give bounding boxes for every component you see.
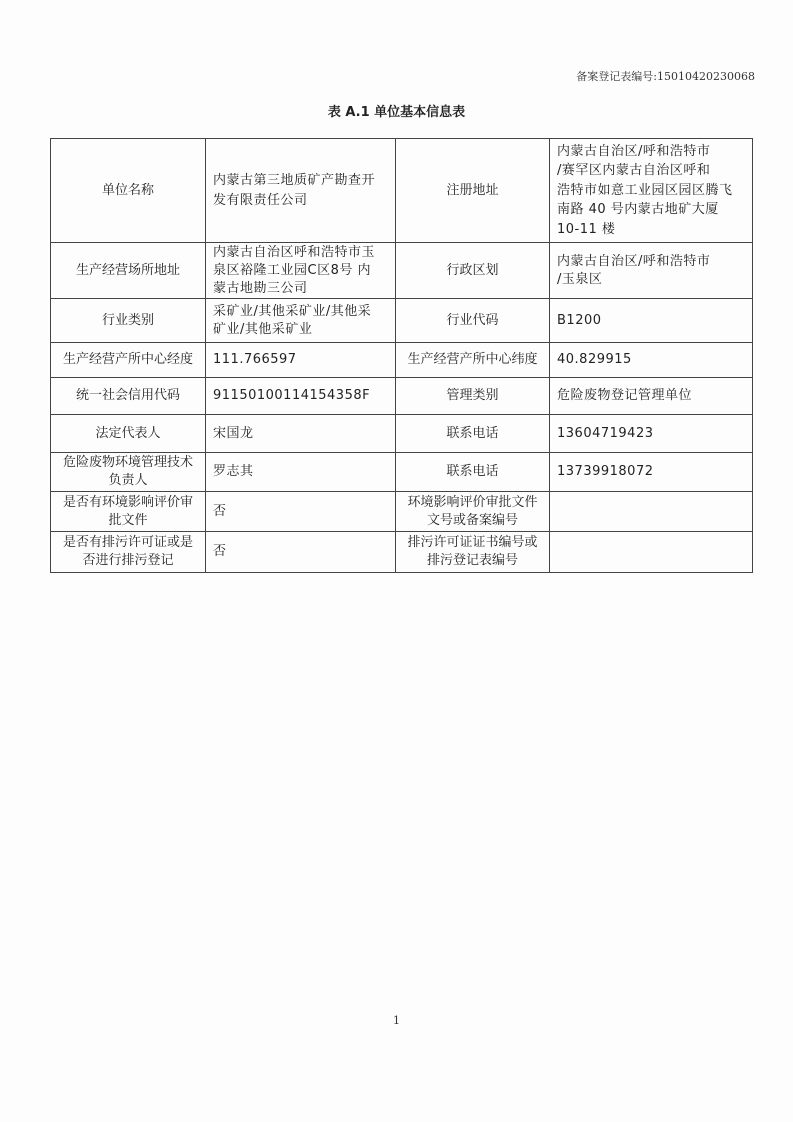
table-row-coordinates [51,343,753,378]
value-line: 内蒙古自治区/呼和浩特市 [557,143,711,159]
label-unit-name [51,139,206,243]
label-eia-approval [51,492,206,532]
label-line: 注册地址 [446,182,499,198]
value-line: 罗志其 [213,464,254,479]
label-industry-category [51,299,206,343]
value-line: 13604719423 [557,425,654,441]
label-line: 生产经营产所中心纬度 [407,352,538,367]
filing-number-value: 15010420230068 [657,70,755,83]
label-registered-address [396,139,550,243]
filing-label: 备案登记表编号: [576,70,658,83]
value-contact-phone-2 [550,453,753,492]
value-line: 宋国龙 [213,425,254,441]
value-industry-category [206,299,396,343]
value-line: 10-11 楼 [557,221,616,237]
value-line: /赛罕区内蒙古自治区呼和 [557,163,711,179]
label-eia-approval-number [396,492,550,532]
table-row-unit-name [51,139,753,243]
label-line: 统一社会信用代码 [75,388,180,403]
table-title: 表 A.1 单位基本信息表 [327,105,466,120]
label-admin-division [396,243,550,299]
label-line: 危险废物环境管理技术 [62,455,193,470]
value-line: 否 [213,544,227,559]
label-line: 单位名称 [101,182,154,198]
label-line: 行业代码 [446,312,499,328]
value-line: 内蒙古自治区/呼和浩特市 [557,253,711,269]
value-registered-address [550,139,753,243]
label-industry-code [396,299,550,343]
value-discharge-permit-number [550,532,753,573]
label-line: 生产经营产所中心经度 [62,352,193,367]
value-line: 111.766597 [213,352,297,367]
label-line: 环境影响评价审批文件 [407,494,538,510]
value-line: 40.829915 [557,352,632,367]
value-management-category [550,378,753,415]
value-line: 采矿业/其他采矿业/其他采 [213,303,372,319]
label-line: 排污登记表编号 [426,553,518,568]
label-management-category [396,378,550,415]
table-row-discharge-permit [51,532,753,573]
value-unit-name [206,139,396,243]
table-row-industry [51,299,753,343]
value-line: 91150100114154358F [213,388,371,403]
value-line: /玉泉区 [557,271,603,287]
label-line: 否进行排污登记 [82,553,174,568]
label-line: 行业类别 [101,312,154,328]
value-line: 南路 40 号内蒙古地矿大厦 [557,202,719,218]
value-line: 危险废物登记管理单位 [557,388,693,403]
value-technical-lead [206,453,396,492]
value-line: 发有限责任公司 [213,192,308,208]
label-credit-code [51,378,206,415]
label-contact-phone-1 [396,415,550,453]
table-row-technical-lead [51,453,753,492]
table-row-business-address [51,243,753,299]
value-center-longitude [206,343,396,378]
table-row-credit-code [51,378,753,415]
label-discharge-permit-number [396,532,550,573]
value-legal-representative [206,415,396,453]
unit-basic-info-table [50,138,753,573]
value-line: 泉区裕隆工业园C区8号 内 [213,262,371,278]
value-line: 13739918072 [557,464,654,479]
value-center-latitude [550,343,753,378]
value-line: 矿业/其他采矿业 [213,321,313,337]
value-line: 否 [213,503,227,519]
label-line: 批文件 [108,512,148,528]
filing-number [576,68,755,84]
label-line: 是否有排污许可证或是 [62,535,193,550]
value-line: 蒙古地勘三公司 [213,280,308,296]
page-number: 1 [393,1014,400,1027]
label-line: 生产经营场所地址 [75,262,180,278]
value-business-address [206,243,396,299]
label-legal-representative [51,415,206,453]
value-line: 内蒙古第三地质矿产勘查开 [213,173,376,188]
table-row-eia-approval [51,492,753,532]
value-eia-approval [206,492,396,532]
value-line: 浩特市如意工业园区园区腾飞 [557,182,733,198]
value-contact-phone-1 [550,415,753,453]
label-line: 排污许可证证书编号或 [407,535,538,550]
label-business-address [51,243,206,299]
label-center-latitude [396,343,550,378]
label-line: 管理类别 [446,388,499,403]
label-line: 文号或备案编号 [426,512,518,528]
value-line: 内蒙古自治区呼和浩特市玉 [213,244,376,260]
label-line: 法定代表人 [95,425,161,441]
label-line: 负责人 [108,473,148,488]
table-row-legal-representative [51,415,753,453]
label-line: 行政区划 [446,262,499,278]
label-contact-phone-2 [396,453,550,492]
value-discharge-permit [206,532,396,573]
value-credit-code [206,378,396,415]
value-industry-code [550,299,753,343]
label-discharge-permit [51,532,206,573]
value-eia-approval-number [550,492,753,532]
label-line: 联系电话 [446,425,499,441]
label-line: 是否有环境影响评价审 [62,494,193,510]
label-center-longitude [51,343,206,378]
value-admin-division [550,243,753,299]
value-line: B1200 [557,312,602,328]
label-technical-lead [51,453,206,492]
label-line: 联系电话 [446,464,499,479]
